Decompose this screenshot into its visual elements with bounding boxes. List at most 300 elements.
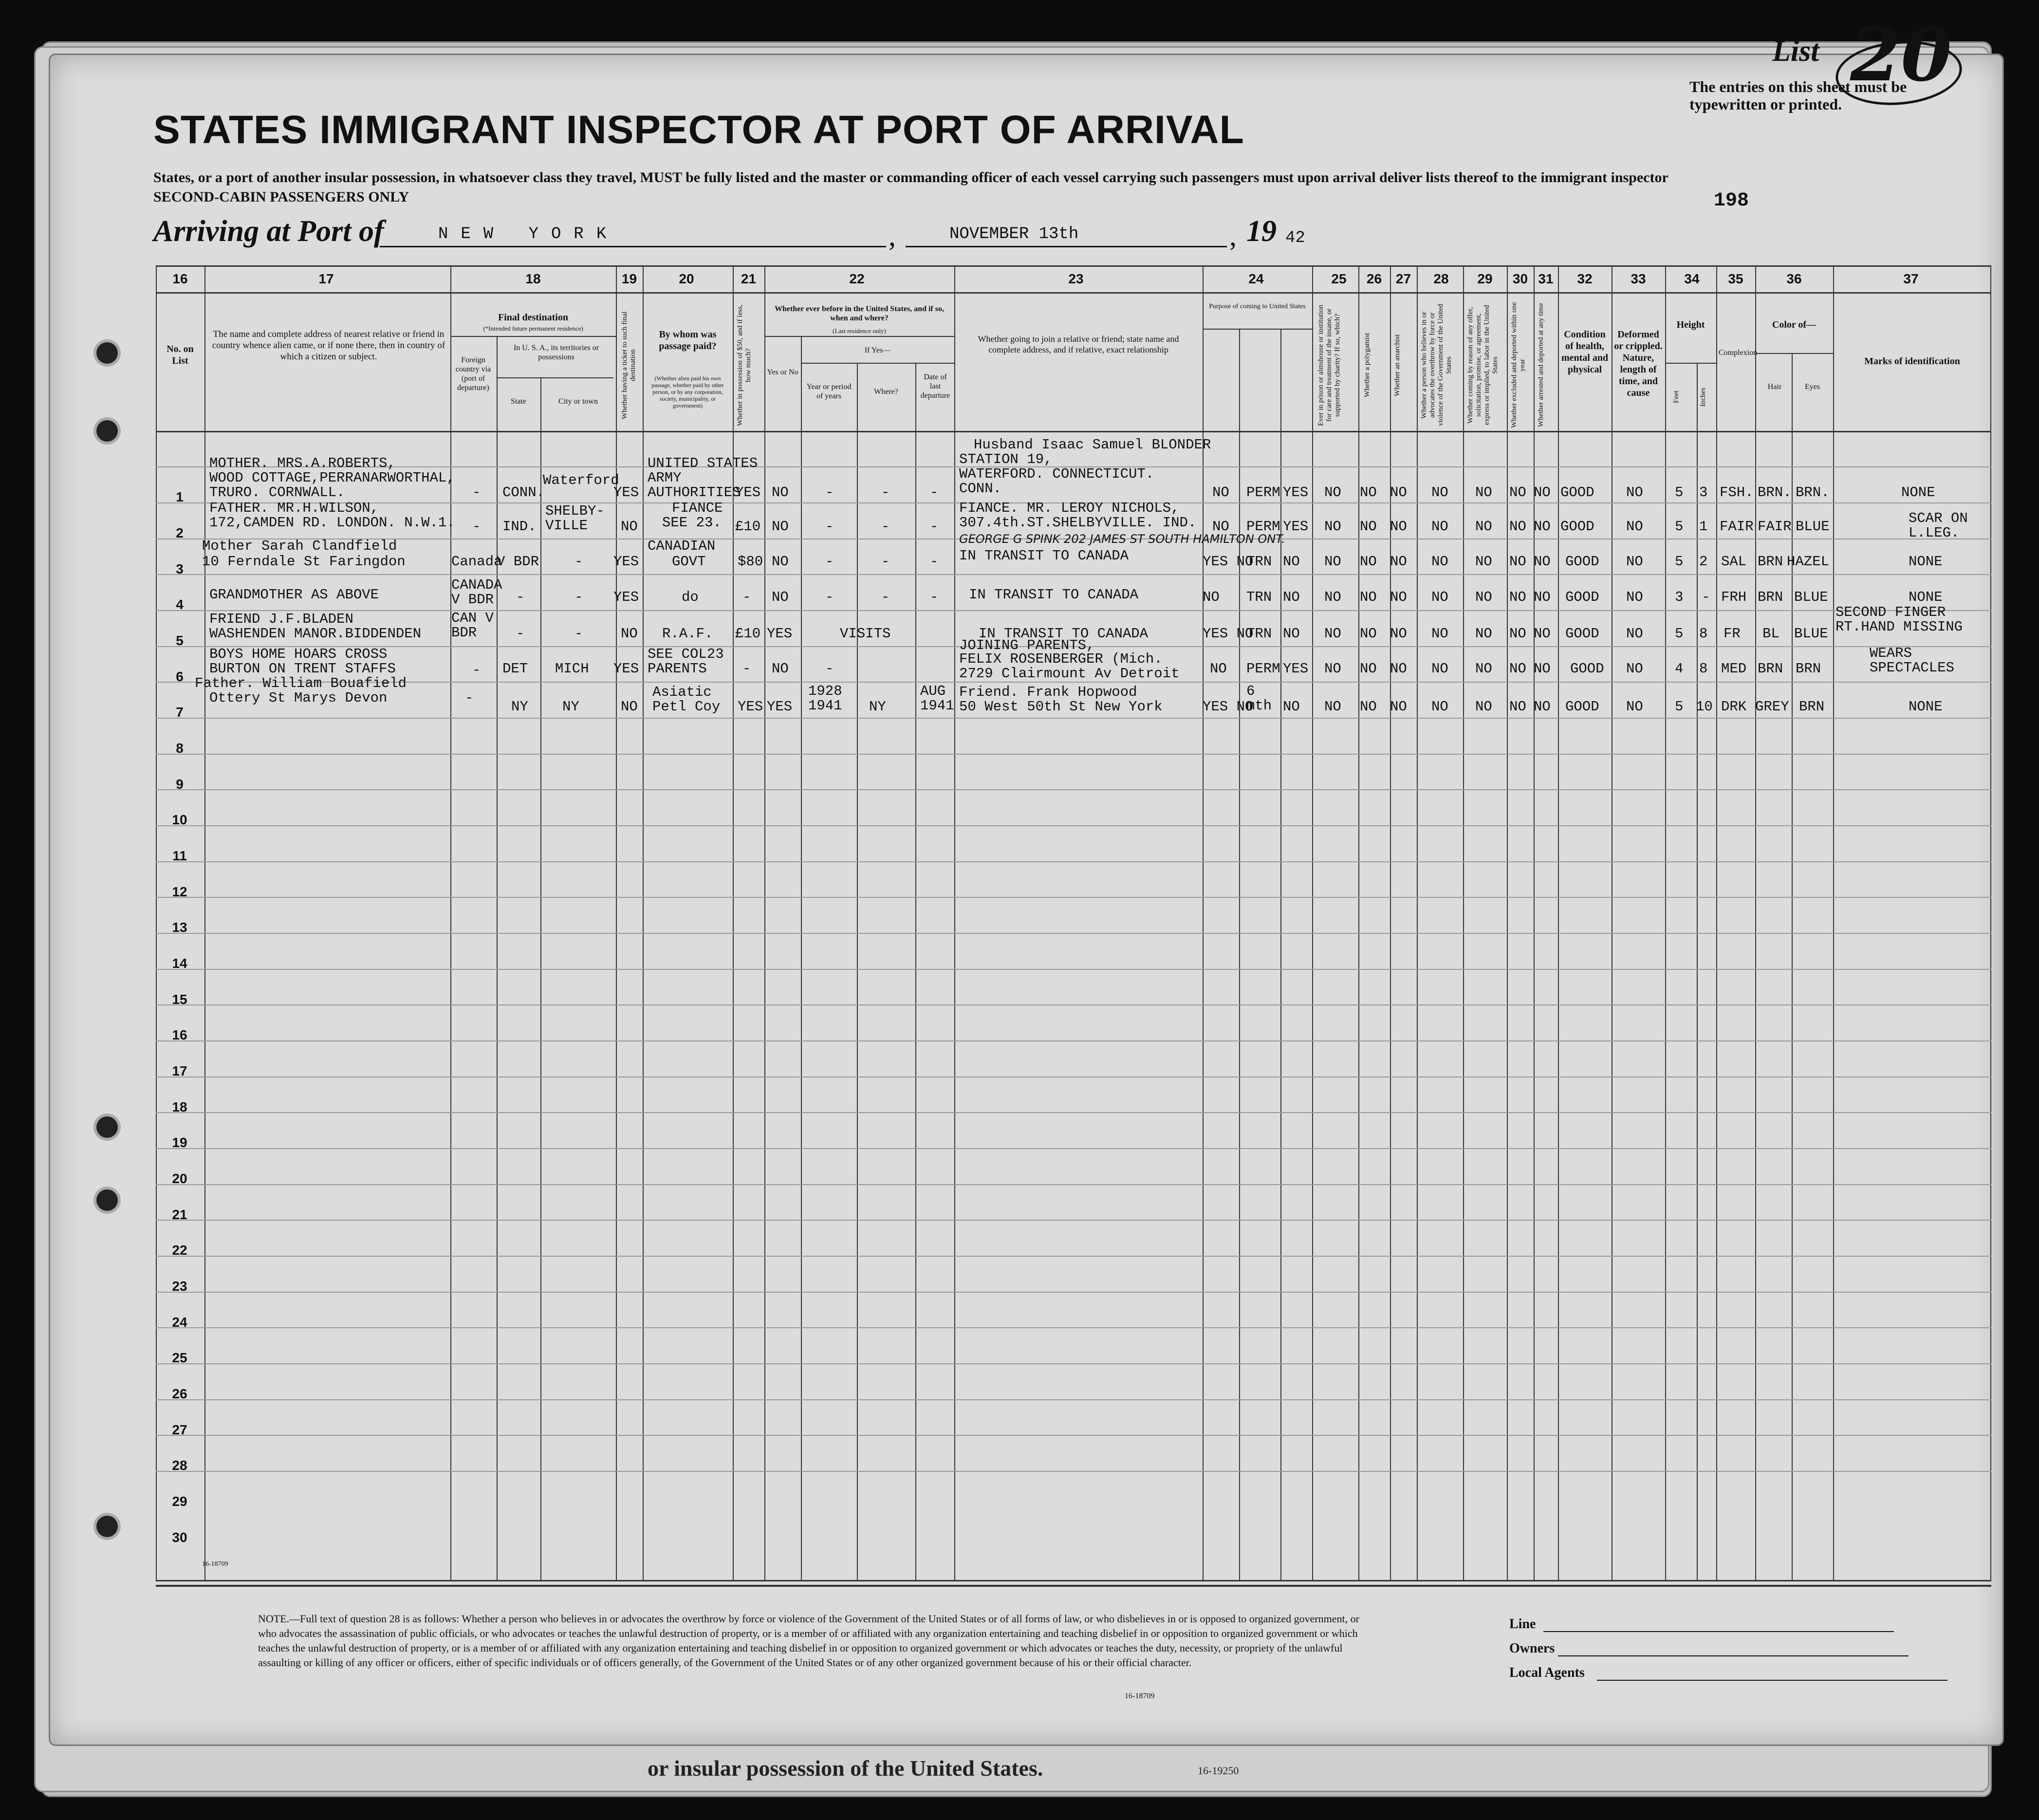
entry-3-deformed: NO <box>1626 554 1643 570</box>
entry-3-before: NO <box>772 554 789 570</box>
entry-4-ticket: YES <box>613 589 639 605</box>
entry-5-before: YES <box>767 626 793 642</box>
colnum-18: 18 <box>525 271 541 286</box>
row-number: 30 <box>172 1530 187 1545</box>
row-number: 2 <box>176 525 184 540</box>
entry-3-inches: 2 <box>1699 554 1708 570</box>
colnum-34: 34 <box>1684 271 1700 286</box>
entry-4-relative-line-1: GRANDMOTHER AS ABOVE <box>209 587 379 603</box>
entry-3-passage-1: CANADIAN <box>648 538 716 554</box>
header-final-destination: Final destination <box>498 312 568 323</box>
entry-7-feet: 5 <box>1675 699 1684 715</box>
entry-6-complexion: MED <box>1721 661 1747 677</box>
entry-7-before: YES <box>767 699 793 715</box>
col-line <box>1239 329 1240 1580</box>
owners-signature-line <box>1558 1655 1909 1656</box>
colnum-27: 27 <box>1395 271 1411 286</box>
header-before-us: Whether ever before in the United States, and if so, when and where? <box>775 305 944 322</box>
colnum-35: 35 <box>1728 271 1743 286</box>
entry-3-eyes: HAZEL <box>1787 554 1830 570</box>
row-number: 13 <box>172 920 187 935</box>
header-q31: Whether arrested and deported at any time <box>1537 303 1545 427</box>
entry-5-relative-line-2: WASHENDEN MANOR.BIDDENDEN <box>209 626 422 642</box>
entry-1-q28: NO <box>1431 484 1448 501</box>
row-number: 21 <box>172 1207 187 1222</box>
entry-5-relative-line-1: FRIEND J.F.BLADEN <box>209 611 353 627</box>
entry-3-feet: 5 <box>1675 554 1684 570</box>
col-line <box>497 336 498 1580</box>
row-line <box>156 610 1991 611</box>
subheader-line <box>450 336 616 337</box>
binder-hole-icon <box>96 1116 118 1138</box>
entry-7-eyes: BRN <box>1799 699 1825 715</box>
list-label: List <box>1772 35 1819 68</box>
owners-label: Owners <box>1509 1641 1555 1656</box>
entry-1-joining-1: Husband Isaac Samuel BLONDER <box>974 437 1211 453</box>
binder-hole-icon <box>96 1189 118 1211</box>
entry-4-foreign: CANADA V BDR <box>451 577 502 608</box>
colnum-31: 31 <box>1538 271 1554 286</box>
col-line <box>1558 265 1559 1580</box>
entry-2-passage-2: SEE 23. <box>662 515 722 531</box>
row-number: 6 <box>176 669 184 684</box>
entry-1-passage-3: AUTHORITIES <box>648 484 741 501</box>
entry-4-q29: NO <box>1475 589 1492 605</box>
entry-4-passage-1: do <box>682 589 699 605</box>
entry-4-purpose-2: TRN <box>1246 589 1272 605</box>
entry-1-deformed: NO <box>1626 484 1643 501</box>
entry-6-purpose-2: PERM <box>1246 661 1280 677</box>
entry-4-q26: NO <box>1360 589 1377 605</box>
subheader-line <box>497 377 613 378</box>
row-line <box>156 933 1991 934</box>
header-no-on-list: No. on List <box>167 344 194 366</box>
entry-3-purpose-3: NO <box>1283 554 1300 570</box>
entry-2-ticket: NO <box>621 519 638 535</box>
instructions <box>153 168 1711 207</box>
bleed-through-text: or insular possession of the United States. <box>648 1756 1043 1781</box>
header-eyes: Eyes <box>1804 383 1820 391</box>
col-line <box>764 265 765 1580</box>
row-number: 12 <box>172 884 187 899</box>
row-line <box>156 1184 1991 1185</box>
entry-1-relative-line-3: TRURO. CORNWALL. <box>209 484 345 501</box>
entry-2-q29: NO <box>1475 519 1492 535</box>
arriving-label: Arriving at Port of <box>153 215 384 248</box>
col-line <box>1697 363 1698 1580</box>
entry-1-city: Waterford <box>543 472 619 488</box>
entry-3-purpose-2: TRN <box>1246 554 1272 570</box>
entry-7-health: GOOD <box>1565 699 1599 715</box>
row-number: 9 <box>176 777 184 792</box>
entry-2-hair: FAIR <box>1758 519 1792 535</box>
row-number: 18 <box>172 1099 187 1114</box>
entry-6-purpose-3: YES <box>1283 661 1309 677</box>
question-28-note: NOTE.—Full text of question 28 is as follows: Whether a person who believes in or advocates the overthrow by force or violence of the Government of the United States or of all forms of law, or who disbelieves in or is opposed to organized government, or who advocates the assassination of public officials, or who advocates or teaches the unlawful destruction of property, or is a member of or affiliated with any organization entertaining and teaching disbelief in or opposition to organized government or which teaches the unlawful destruction of property, or is a member of or affiliated with any organization entertaining and teaching disbelief in or opposition to organized government or which advocates or teaches the duty, necessity, or propriety of the unlawful assaulting or killing of any officer or officers, either of specific individuals or of officers generally, of the Government of the United States or of any other organized government because of his or their official character. <box>258 1613 1359 1669</box>
entry-5-q31: NO <box>1534 626 1551 642</box>
entry-2-q27: NO <box>1390 519 1407 535</box>
row-number: 4 <box>176 597 184 612</box>
entry-1-marks: NONE <box>1901 484 1935 501</box>
header-joining: Whether going to join a relative or friend; state name and complete address, and if relative, exact relationship <box>978 334 1179 354</box>
col-line <box>915 363 916 1580</box>
entry-1-purpose-2: PERM <box>1246 484 1280 501</box>
entry-3-state: V BDR <box>497 554 539 570</box>
entry-7-purpose-1: YES NO <box>1203 699 1254 715</box>
entry-5-eyes: BLUE <box>1794 626 1828 642</box>
entry-7-purpose-2: 6 mth <box>1246 683 1272 714</box>
entry-5-q30: NO <box>1509 626 1526 642</box>
header-q28: Whether a person who believes in or advocates the overthrow by force or violence of the Government of the United States <box>1420 304 1453 427</box>
col-line <box>1833 265 1834 1580</box>
entry-2-complexion: FAIR <box>1720 519 1754 535</box>
entry-6-before: NO <box>772 661 789 677</box>
entry-2-health: GOOD <box>1560 519 1594 535</box>
entry-1-purpose-1: NO <box>1212 484 1229 501</box>
entry-2-feet: 5 <box>1675 519 1684 535</box>
manifest-table <box>156 265 1991 1580</box>
entry-5-passage-1: R.A.F. <box>662 626 713 642</box>
row-number: 3 <box>176 561 184 576</box>
comma: , <box>889 220 896 252</box>
subheader-line <box>764 336 954 337</box>
entry-4-hair: BRN <box>1758 589 1783 605</box>
col-line <box>1534 265 1535 1580</box>
entry-1-joining-4: CONN. <box>959 481 1002 497</box>
entry-6-marks: WEARS SPECTACLES <box>1870 645 1955 676</box>
entry-3-joining-2: IN TRANSIT TO CANADA <box>959 548 1129 564</box>
header-passage-paid-note: (Whether alien paid his own passage, whether paid by other person, or by any corporation, society, municipality, or government) <box>651 375 724 409</box>
entry-2-purpose-1: NO <box>1212 519 1229 535</box>
header-yes-or-no: Yes or No <box>767 368 798 376</box>
header-q29: Whether coming by reason of any offer, solicitation, promise, or agreement, express or implied, to labor in the United States <box>1466 305 1499 426</box>
entry-6-city: MICH <box>555 661 589 677</box>
entry-4-departure: - <box>930 589 939 605</box>
entry-5-foreign: CAN V BDR <box>451 610 494 641</box>
entry-3-purpose-1: YES NO <box>1203 554 1254 570</box>
entry-7-relative-line-2: Ottery St Marys Devon <box>209 690 388 706</box>
row-line <box>156 1471 1991 1472</box>
passenger-class: SECOND-CABIN PASSENGERS ONLY <box>153 189 409 205</box>
row-line <box>156 1363 1991 1364</box>
entry-6-purpose-1: NO <box>1210 661 1227 677</box>
entry-7-hair: GREY <box>1755 699 1789 715</box>
header-final-destination-note: (*Intended future permanent residence) <box>483 325 583 332</box>
entry-1-q31: NO <box>1534 484 1551 501</box>
entry-2-deformed: NO <box>1626 519 1643 535</box>
binder-hole-icon <box>96 420 118 442</box>
entry-2-q25: NO <box>1324 519 1341 535</box>
entry-5-health: GOOD <box>1565 626 1599 642</box>
entry-5-money: £10 <box>735 626 761 642</box>
col-line <box>801 336 802 1580</box>
entry-6-ticket: YES <box>613 661 639 677</box>
header-where: Where? <box>874 388 898 396</box>
entry-1-ticket: YES <box>613 484 639 501</box>
entry-6-foreign: - <box>472 662 481 678</box>
entry-7-joining-2: 50 West 50th St New York <box>959 699 1163 715</box>
footer <box>156 1585 1991 1731</box>
entry-3-ticket: YES <box>613 554 639 570</box>
entry-3-departure: - <box>930 554 939 570</box>
line-label: Line <box>1509 1616 1536 1632</box>
colnum-24: 24 <box>1248 271 1264 286</box>
entry-4-year: - <box>825 589 834 605</box>
entry-6-eyes: BRN <box>1796 661 1821 677</box>
row-number: 5 <box>176 633 184 648</box>
entry-2-q30: NO <box>1509 519 1526 535</box>
col-line <box>616 265 617 1580</box>
entry-1-health: GOOD <box>1560 484 1594 501</box>
entry-6-year: - <box>825 661 834 677</box>
entry-4-eyes: BLUE <box>1794 589 1828 605</box>
entry-5-purpose-2: TRN <box>1246 626 1272 642</box>
header-complexion: Complexion <box>1719 349 1758 357</box>
entry-7-q30: NO <box>1509 699 1526 715</box>
header-ticket: Whether having a ticket to such final destination <box>621 311 637 419</box>
entry-1-money: YES <box>735 484 761 501</box>
row-number: 24 <box>172 1315 187 1330</box>
entry-4-q25: NO <box>1324 589 1341 605</box>
col-line <box>1358 265 1359 1580</box>
row-number: 8 <box>176 741 184 756</box>
table-bottom-border <box>156 1580 1991 1581</box>
entry-6-deformed: NO <box>1626 661 1643 677</box>
entry-5-hair: BL <box>1762 626 1779 642</box>
entry-4-feet: 3 <box>1675 589 1684 605</box>
entry-3-where: - <box>881 554 890 570</box>
header-year-period: Year or period of years <box>806 383 852 400</box>
header-purpose: Purpose of coming to United States <box>1209 303 1306 310</box>
entry-2-state: IND. <box>502 519 537 535</box>
entry-3-relative-line-2: 10 Ferndale St Faringdon <box>202 554 406 570</box>
entry-7-joining-1: Friend. Frank Hopwood <box>959 684 1137 700</box>
entry-6-joining-2: FELIX ROSENBERGER (Mich. <box>959 651 1163 667</box>
entry-6-q29: NO <box>1475 661 1492 677</box>
binder-hole-icon <box>96 1516 118 1537</box>
entry-6-state: DET <box>502 661 528 677</box>
entry-3-foreign: Canada <box>451 554 502 570</box>
row-line <box>156 718 1991 719</box>
date-value: NOVEMBER 13th <box>949 225 1079 243</box>
form-code-table: 16-18709 <box>202 1560 228 1568</box>
entry-7-passage-1: Asiatic <box>652 684 712 700</box>
entry-6-money: - <box>742 661 751 677</box>
row-number: 15 <box>172 992 187 1007</box>
entry-7-inches: 10 <box>1696 699 1713 715</box>
col-line <box>1716 265 1717 1580</box>
header-before-us-note: (Last residence only) <box>833 327 886 334</box>
entry-2-money: £10 <box>735 519 761 535</box>
colnum-30: 30 <box>1512 271 1528 286</box>
header-inches: Inches <box>1699 387 1707 407</box>
entry-7-relative-line-1: Father. William Bouafield <box>195 675 407 691</box>
row-number: 19 <box>172 1135 187 1150</box>
entry-7-departure: AUG 1941 <box>920 683 954 714</box>
entry-6-q30: NO <box>1509 661 1526 677</box>
header-color-of: Color of— <box>1772 319 1817 330</box>
header-q30: Whether excluded and deported within one year <box>1510 302 1526 428</box>
year-suffix: 42 <box>1285 229 1305 247</box>
entry-2-q26: NO <box>1360 519 1377 535</box>
row-line <box>156 1292 1991 1293</box>
entry-6-inches: 8 <box>1699 661 1708 677</box>
entry-1-inches: 3 <box>1699 484 1708 501</box>
port-value: NEW YORK <box>438 225 619 243</box>
colnum-22: 22 <box>849 271 865 286</box>
entry-3-q26: NO <box>1360 554 1377 570</box>
row-number: 22 <box>172 1243 187 1258</box>
line-signature-line <box>1543 1631 1894 1632</box>
subheader-line <box>1665 363 1716 364</box>
row-line <box>156 1004 1991 1005</box>
entry-3-complexion: SAL <box>1721 554 1747 570</box>
col-line <box>204 265 205 1580</box>
entry-1-relative-line-2: WOOD COTTAGE,PERRANARWORTHAL, <box>209 470 455 486</box>
row-number: 25 <box>172 1350 187 1365</box>
entry-3-year: - <box>825 554 834 570</box>
date-underline <box>906 246 1227 247</box>
entry-6-q25: NO <box>1324 661 1341 677</box>
colnum-37: 37 <box>1903 271 1919 286</box>
entry-7-marks: NONE <box>1909 699 1943 715</box>
entry-2-before: NO <box>772 519 789 535</box>
entry-3-q28: NO <box>1431 554 1448 570</box>
header-deformed: Deformed or crippled. Nature, length of time, and cause <box>1614 329 1663 398</box>
entry-6-q26: NO <box>1360 661 1377 677</box>
entry-7-q25: NO <box>1324 699 1341 715</box>
entry-2-foreign: - <box>472 519 481 535</box>
entry-4-deformed: NO <box>1626 589 1643 605</box>
entry-1-joining-2: STATION 19, <box>959 451 1053 467</box>
row-line <box>156 969 1991 970</box>
entry-1-purpose-3: YES <box>1283 484 1309 501</box>
col-line <box>1463 265 1464 1580</box>
entry-2-passage-1: FIANCE <box>672 500 723 516</box>
entry-1-before: NO <box>772 484 789 501</box>
entry-2-eyes: BLUE <box>1796 519 1830 535</box>
entry-2-inches: 1 <box>1699 519 1708 535</box>
col-line <box>1612 265 1613 1580</box>
row-number: 26 <box>172 1386 187 1401</box>
row-number: 7 <box>176 705 184 720</box>
entry-1-eyes: BRN. <box>1796 484 1830 501</box>
entry-2-where: - <box>881 519 890 535</box>
entry-7-city: NY <box>562 699 579 715</box>
footer-divider <box>156 1585 1991 1587</box>
local-agents-signature-line <box>1597 1680 1947 1681</box>
entry-2-q28: NO <box>1431 519 1448 535</box>
port-underline <box>380 246 886 247</box>
entry-2-purpose-2: PERM <box>1246 519 1280 535</box>
col-line <box>1390 265 1391 1580</box>
entry-1-complexion: FSH. <box>1720 484 1754 501</box>
colnum-17: 17 <box>318 271 334 286</box>
entry-3-relative-line-1: Mother Sarah Clandfield <box>202 538 397 554</box>
entry-3-q29: NO <box>1475 554 1492 570</box>
entry-5-q25: NO <box>1324 626 1341 642</box>
entry-2-marks: SCAR ON L.LEG. <box>1909 510 1968 541</box>
entry-3-passage-2: GOVT <box>672 554 706 570</box>
form-code-footer: 16-18709 <box>1125 1692 1155 1700</box>
entry-1-q30: NO <box>1509 484 1526 501</box>
col-line <box>643 265 644 1580</box>
col-line <box>1507 265 1508 1580</box>
entry-6-relative-line-2: BURTON ON TRENT STAFFS <box>209 661 396 677</box>
row-line <box>156 789 1991 790</box>
entry-7-where: NY <box>869 699 886 715</box>
entry-7-deformed: NO <box>1626 699 1643 715</box>
entry-3-q25: NO <box>1324 554 1341 570</box>
row-number: 16 <box>172 1027 187 1042</box>
entry-2-year: - <box>825 519 834 535</box>
col-line <box>1755 265 1756 1580</box>
entry-2-q31: NO <box>1534 519 1551 535</box>
entry-7-q27: NO <box>1390 699 1407 715</box>
entry-7-state: NY <box>511 699 528 715</box>
subheader-line <box>801 363 954 364</box>
header-prison: Ever in prison or almshouse or institution for care and treatment of the insane, or supported by charity? If so, which? <box>1317 304 1341 426</box>
instructions-text: States, or a port of another insular possession, in whatsoever class they travel, MUST be fully listed and the master or commanding officer of each vessel carrying such passengers must upon arrival deliver lists thereof to the immigrant inspector <box>153 169 1668 186</box>
colnum-32: 32 <box>1577 271 1593 286</box>
entry-6-q31: NO <box>1534 661 1551 677</box>
row-line <box>156 1148 1991 1149</box>
entry-6-passage-2: PARENTS <box>648 661 707 677</box>
row-number: 11 <box>172 848 187 863</box>
col-line <box>450 265 451 1580</box>
entry-6-joining-3: 2729 Clairmount Av Detroit <box>959 666 1180 682</box>
entry-3-marks: NONE <box>1909 554 1943 570</box>
colnum-33: 33 <box>1631 271 1646 286</box>
subheader-line <box>1203 329 1312 330</box>
header-foreign-country: Foreign country via (port of departure) <box>455 356 491 392</box>
entry-3-q30: NO <box>1509 554 1526 570</box>
entry-2-departure: - <box>930 519 939 535</box>
header-health: Condition of health, mental and physical <box>1561 329 1609 375</box>
colnum-28: 28 <box>1433 271 1449 286</box>
entry-2-city: SHELBY- VILLE <box>545 503 605 534</box>
row-line <box>156 754 1991 755</box>
entry-1-where: - <box>881 484 890 501</box>
colnum-19: 19 <box>621 271 637 286</box>
colnum-20: 20 <box>679 271 694 286</box>
entry-1-foreign: - <box>472 484 481 501</box>
entry-7-year: 1928 1941 <box>808 683 842 714</box>
row-line <box>156 897 1991 898</box>
entry-4-inches: - <box>1702 589 1710 605</box>
entry-6-joining-1: JOINING PARENTS, <box>959 637 1095 653</box>
colnum-29: 29 <box>1477 271 1493 286</box>
row-number: 27 <box>172 1422 187 1437</box>
entry-1-joining-3: WATERFORD. CONNECTICUT. <box>959 466 1154 482</box>
row-line <box>156 1435 1991 1436</box>
header-anarchist: Whether an anarchist <box>1393 334 1401 396</box>
page-title: STATES IMMIGRANT INSPECTOR AT PORT OF ARRIVAL <box>153 108 1244 152</box>
entry-5-year: VISITS <box>840 626 891 642</box>
entry-5-purpose-3: NO <box>1283 626 1300 642</box>
entry-1-q29: NO <box>1475 484 1492 501</box>
header-passage-paid: By whom was passage paid? <box>659 329 717 352</box>
header-state: State <box>511 397 526 406</box>
entry-4-marks: NONE <box>1909 589 1943 605</box>
row-line <box>156 1112 1991 1113</box>
entry-4-city: - <box>575 589 583 605</box>
entry-1-year: - <box>825 484 834 501</box>
entry-3-q27: NO <box>1390 554 1407 570</box>
entry-2-relative-line-1: FATHER. MR.H.WILSON, <box>209 500 379 516</box>
entry-7-passage-2: Petl Coy <box>652 699 721 715</box>
entry-3-money: $80 <box>738 554 763 570</box>
